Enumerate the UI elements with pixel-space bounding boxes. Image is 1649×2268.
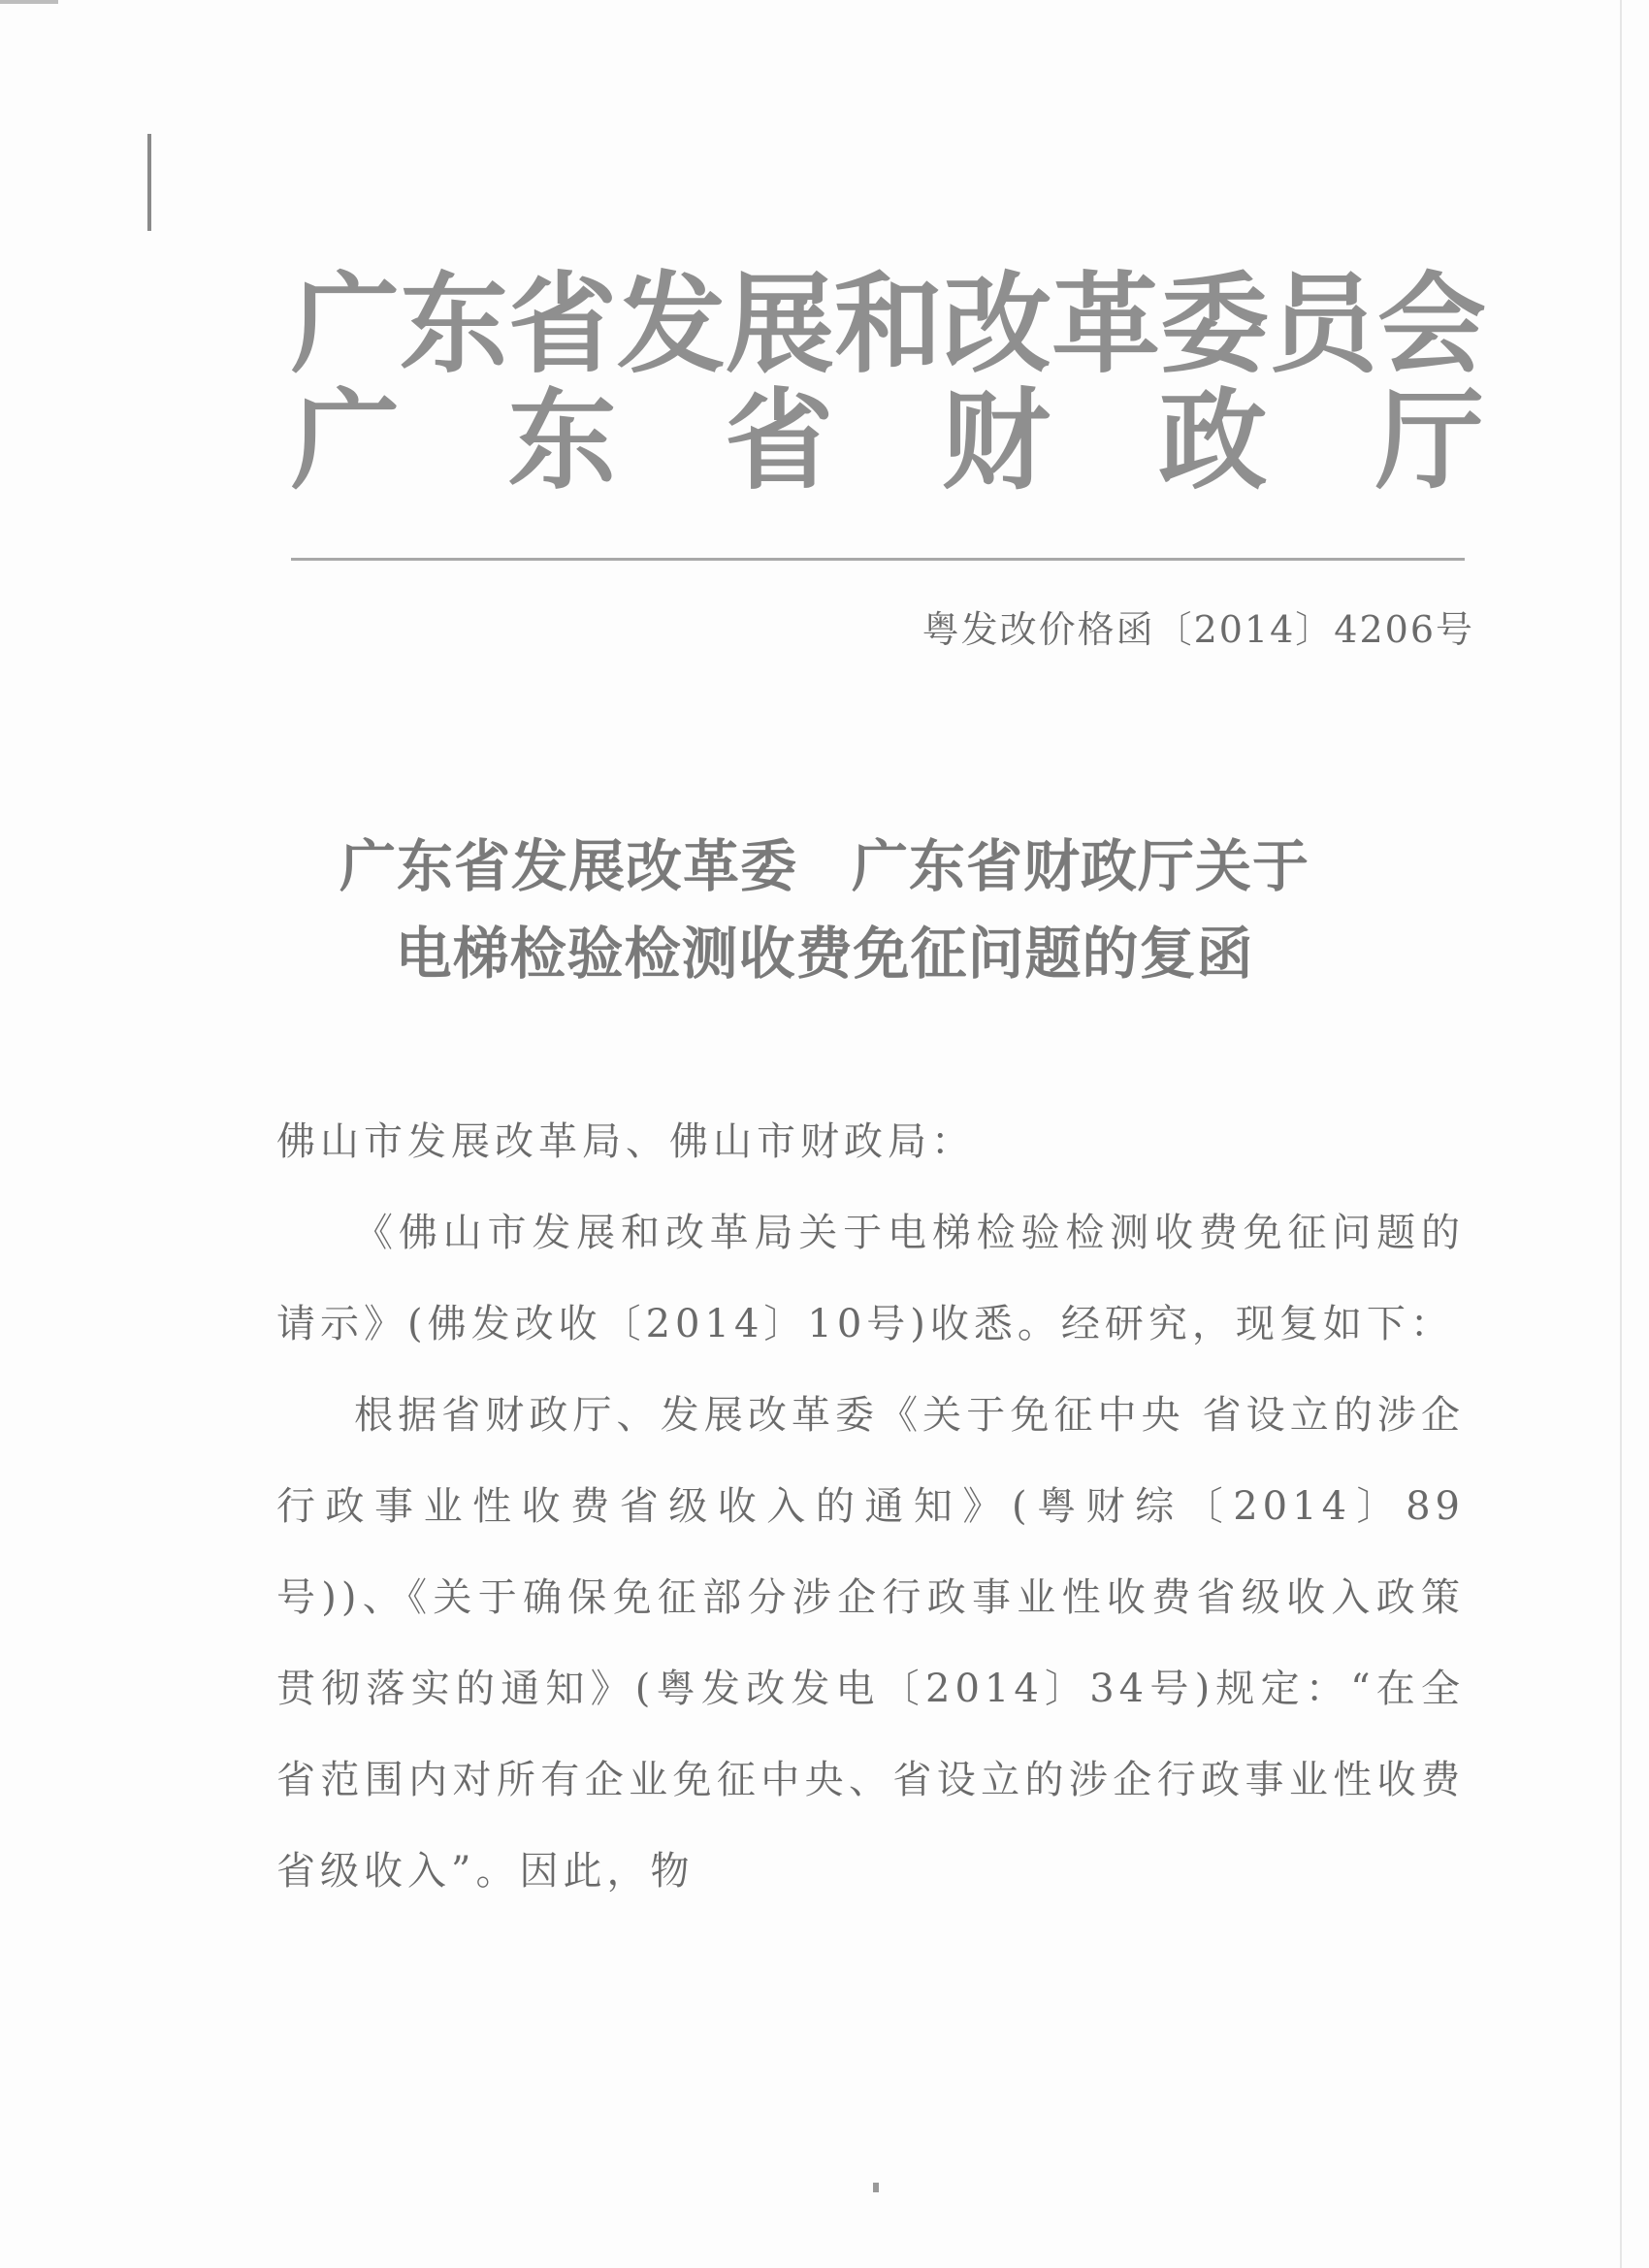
document-title xyxy=(0,823,1649,997)
letterhead-char: 革 xyxy=(1051,261,1160,388)
title-part-1: 广东省发展改革委 xyxy=(339,833,797,899)
letterhead-char: 会 xyxy=(1377,261,1486,388)
letterhead-char: 东 xyxy=(400,261,508,388)
scan-edge-line xyxy=(1620,0,1622,2268)
letterhead-char: 财 xyxy=(941,377,1051,504)
letterhead-divider xyxy=(291,558,1465,561)
letterhead-line-2 xyxy=(291,377,1484,504)
document-number: 粤发改价格函〔2014〕4206号 xyxy=(922,608,1474,651)
letterhead-char: 厅 xyxy=(1374,377,1484,504)
binding-mark xyxy=(147,134,151,231)
paragraph-2: 根据省财政厅、发展改革委《关于免征中央 省设立的涉企行政事业性收费省级收入的通知》(粤财综〔2014〕89号))、《关于确保免征部分涉企行政事业性收费省级收入政策贯彻落实的通知》(粤发改发电〔2014〕34号)规定：“在全省范围内对所有企业免征中央、省设立的涉企行政事业性收费省级收入”。因此，物 xyxy=(276,1393,1465,1894)
letterhead-char: 改 xyxy=(943,261,1051,388)
letterhead xyxy=(291,261,1486,504)
letterhead-char: 东 xyxy=(507,377,617,504)
letterhead-char: 发 xyxy=(617,261,726,388)
title-part-2: 广东省财政厅关于 xyxy=(852,833,1310,899)
salutation: 佛山市发展改革局、佛山市财政局： xyxy=(276,1119,975,1164)
letterhead-char: 广 xyxy=(291,261,400,388)
letterhead-char: 委 xyxy=(1160,261,1269,388)
letterhead-char: 省 xyxy=(508,261,617,388)
scan-corner-mark xyxy=(0,0,58,4)
letterhead-char: 展 xyxy=(726,261,834,388)
letterhead-char: 省 xyxy=(725,377,834,504)
title-line-1 xyxy=(0,823,1649,910)
scan-speck xyxy=(873,2183,879,2192)
title-line-2: 电梯检验检测收费免征问题的复函 xyxy=(395,921,1254,987)
letterhead-line-1 xyxy=(291,261,1486,388)
letterhead-char: 员 xyxy=(1269,261,1377,388)
paragraph-1: 《佛山市发展和改革局关于电梯检验检测收费免征问题的请示》(佛发改收〔2014〕10号)收悉。经研究，现复如下： xyxy=(276,1211,1465,1346)
document-body xyxy=(276,1096,1465,1917)
letterhead-char: 和 xyxy=(834,261,943,388)
letterhead-char: 政 xyxy=(1158,377,1268,504)
letterhead-char: 广 xyxy=(291,377,400,504)
